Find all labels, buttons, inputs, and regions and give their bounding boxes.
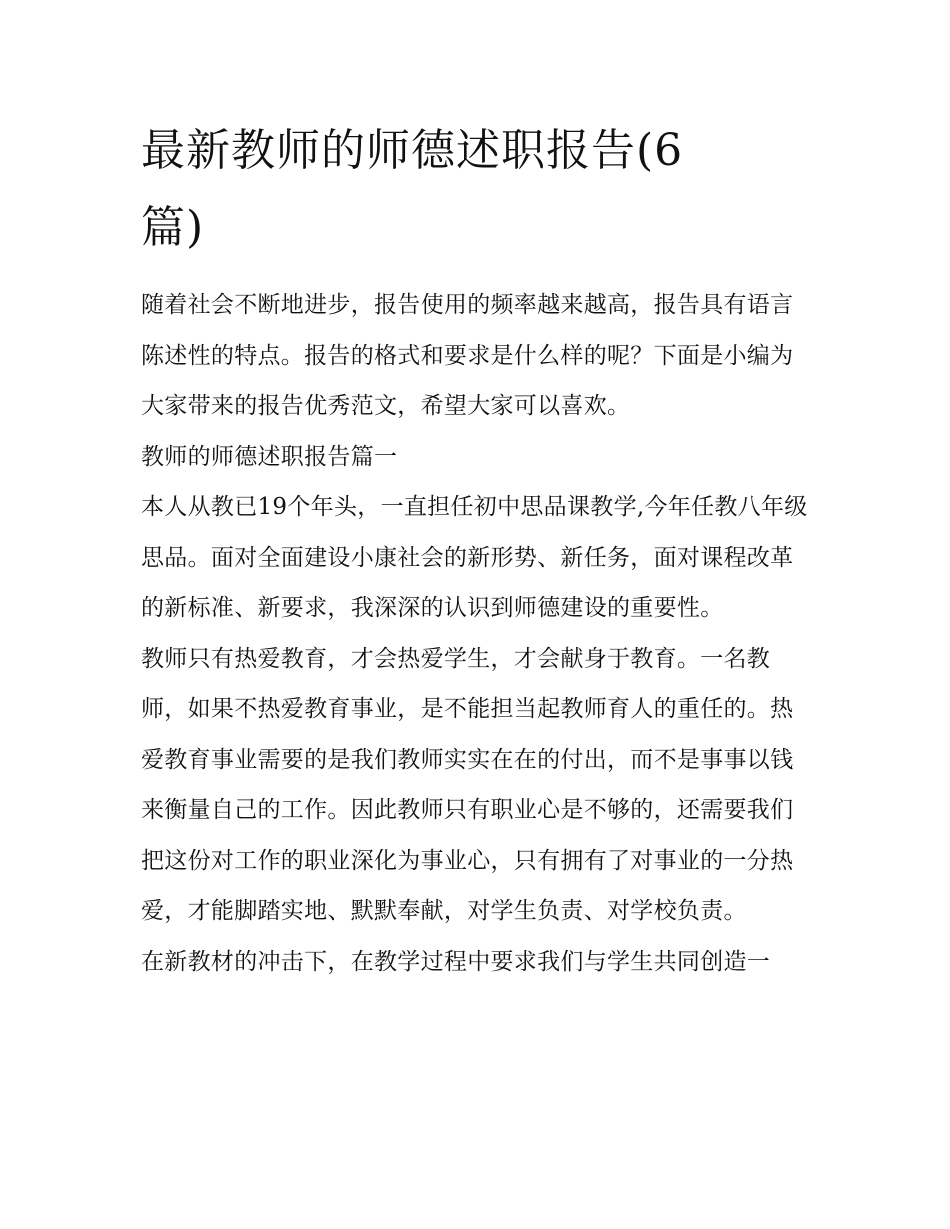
- document-page: [141, 112, 813, 987]
- section-heading: 教师的师德述职报告篇一: [141, 443, 398, 470]
- title-line-1: 最新教师的师德述职报告(6: [141, 125, 684, 176]
- body-paragraph: 教师只有热爱教育，才会热爱学生，才会献身于教育。一名教师，如果不热爱教育事业，是不能担当起教师育人的重任的。热爱教育事业需要的是我们教师实实在在的付出，而不是事事以钱来衡量自己的工作。因此教师只有职业心是不够的，还需要我们把这份对工作的职业深化为事业心，只有拥有了对事业的一分热爱，才能脚踏实地、默默奉献，对学生负责、对学校负责。: [141, 645, 794, 924]
- document-title: [141, 112, 813, 266]
- body-paragraph: 本人从教已19个年头，一直担任初中思品课教学,今年任教八年级思品。面对全面建设小康社会的新形势、新任务，面对课程改革的新标准、新要求，我深深的认识到师德建设的重要性。: [141, 494, 808, 621]
- body-paragraph: 在新教材的冲击下，在教学过程中要求我们与学生共同创造一: [141, 948, 771, 975]
- title-line-2: 篇): [141, 202, 205, 253]
- intro-paragraph: 随着社会不断地进步，报告使用的频率越来越高，报告具有语言陈述性的特点。报告的格式和要求是什么样的呢？下面是小编为大家带来的报告优秀范文，希望大家可以喜欢。: [141, 292, 794, 419]
